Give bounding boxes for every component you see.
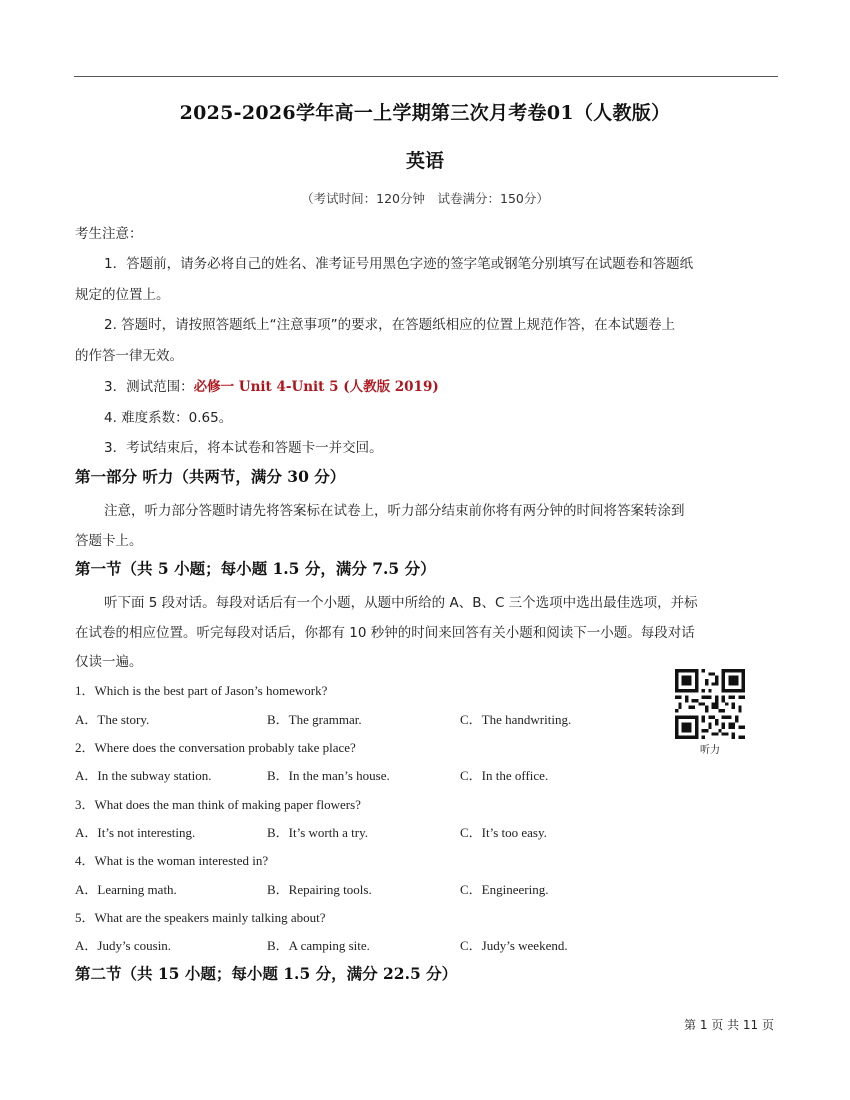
notice-item-3-prefix: 3．测试范围：: [104, 379, 194, 395]
q2-option-b: B．In the man’s house.: [267, 768, 390, 783]
notice-item-3: [104, 375, 439, 395]
subject-title: 英语: [405, 150, 444, 172]
question-1: 1．Which is the best part of Jason’s homework?: [75, 683, 328, 698]
exam-title: 2025-2026学年高一上学期第三次月考卷01（人教版）: [179, 102, 671, 124]
exam-time-info: （考试时间：120分钟 试卷满分：150分）: [301, 191, 549, 206]
section1-instr-b: 在试卷的相应位置。听完每段对话后，你都有 10 秒钟的时间来回答有关小题和阅读下一小题。每段对话: [75, 625, 695, 641]
notice-heading: 考生注意：: [75, 226, 143, 242]
q1-option-a: A．The story.: [75, 712, 150, 727]
section1-heading: 第一节（共 5 小题；每小题 1.5 分，满分 7.5 分）: [75, 559, 436, 578]
q1-option-b: B．The grammar.: [267, 712, 362, 727]
question-5: 5．What are the speakers mainly talking about?: [75, 910, 326, 925]
section2-heading: 第二节（共 15 小题；每小题 1.5 分，满分 22.5 分）: [75, 964, 458, 983]
question-2: 2．Where does the conversation probably take place?: [75, 740, 356, 755]
q4-option-a: A．Learning math.: [75, 882, 177, 897]
q3-option-a: A．It’s not interesting.: [75, 825, 196, 840]
question-4: 4．What is the woman interested in?: [75, 853, 269, 868]
notice-item-1a: 1．答题前，请务必将自己的姓名、准考证号用黑色字迹的签字笔或钢笔分别填写在试题卷和答题纸: [104, 256, 694, 272]
notice-item-2b: 的作答一律无效。: [75, 348, 183, 364]
page-number: 第 1 页 共 11 页: [684, 1018, 774, 1032]
q5-option-b: B．A camping site.: [267, 938, 370, 953]
q4-option-b: B．Repairing tools.: [267, 882, 372, 897]
notice-item-5: 3．考试结束后，将本试卷和答题卡一并交回。: [104, 440, 383, 456]
q5-option-a: A．Judy’s cousin.: [75, 938, 172, 953]
header-rule: [74, 76, 778, 77]
section1-instr-c: 仅读一遍。: [75, 654, 143, 670]
qr-label: 听力: [700, 745, 720, 756]
q3-option-b: B．It’s worth a try.: [267, 825, 368, 840]
test-scope: 必修一 Unit 4-Unit 5 (人教版 2019): [193, 379, 439, 395]
question-3: 3．What does the man think of making paper flowers?: [75, 797, 361, 812]
section1-instr-a: 听下面 5 段对话。每段对话后有一个小题，从题中所给的 A、B、C 三个选项中选出最佳选项，并标: [104, 595, 698, 611]
q5-option-c: C．Judy’s weekend.: [460, 938, 568, 953]
q2-option-c: C．In the office.: [460, 768, 549, 783]
part1-heading: 第一部分 听力（共两节，满分 30 分）: [75, 467, 346, 486]
notice-item-4: 4. 难度系数：0.65。: [104, 410, 233, 426]
notice-item-2a: 2. 答题时，请按照答题纸上“注意事项”的要求，在答题纸相应的位置上规范作答，在本试题卷上: [104, 317, 676, 333]
part1-note-b: 答题卡上。: [75, 533, 143, 549]
part1-note-a: 注意，听力部分答题时请先将答案标在试卷上，听力部分结束前你将有两分钟的时间将答案转涂到: [104, 503, 685, 519]
q3-option-c: C．It’s too easy.: [460, 825, 547, 840]
notice-item-1b: 规定的位置上。: [75, 287, 170, 303]
q4-option-c: C．Engineering.: [460, 882, 549, 897]
q1-option-c: C．The handwriting.: [460, 712, 572, 727]
q2-option-a: A．In the subway station.: [75, 768, 212, 783]
listening-qr-code[interactable]: [675, 669, 745, 739]
